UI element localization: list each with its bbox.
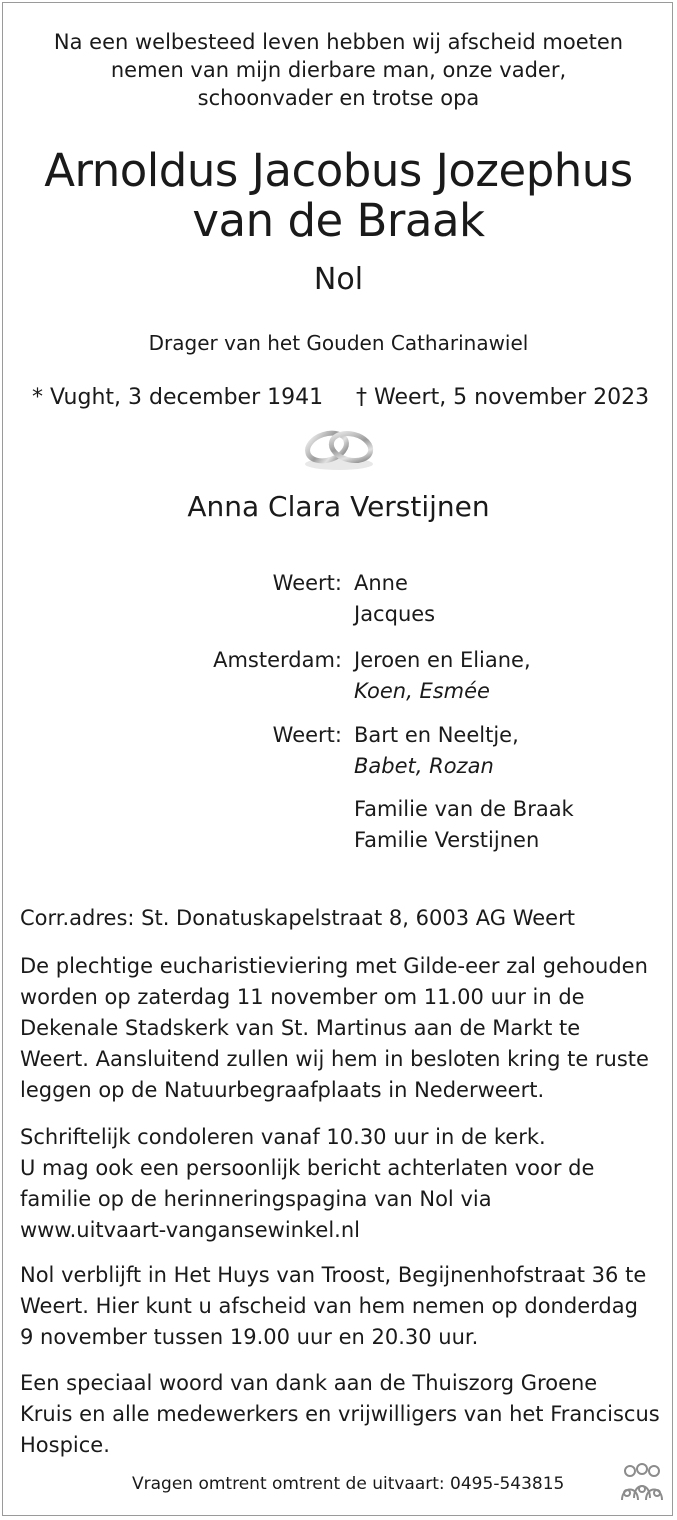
intro-line: nemen van mijn dierbare man, onze vader, bbox=[110, 58, 567, 82]
family-member: Jeroen en Eliane, bbox=[354, 648, 531, 672]
condolences-paragraph bbox=[20, 1122, 660, 1246]
footer-contact: Vragen omtrent omtrent de uitvaart: 0495-543815 bbox=[132, 1474, 565, 1494]
ceremony-line: Dekenale Stadskerk van St. Martinus aan de Markt te bbox=[20, 1016, 581, 1040]
family-members bbox=[354, 794, 574, 856]
family-members bbox=[354, 645, 531, 707]
family-location: Amsterdam: bbox=[213, 648, 342, 672]
intro-line: Na een welbesteed leven hebben wij afscheid moeten bbox=[53, 30, 624, 54]
thanks-line: Kruis en alle medewerkers en vrijwilligers van het Franciscus bbox=[20, 1402, 660, 1426]
thanks-line: Een speciaal woord van dank aan de Thuiszorg Groene bbox=[20, 1371, 598, 1395]
grandchildren: Babet, Rozan bbox=[354, 754, 494, 778]
family-location: Weert: bbox=[272, 723, 342, 747]
viewing-line: Nol verblijft in Het Huys van Troost, Begijnenhofstraat 36 te bbox=[20, 1263, 647, 1287]
viewing-paragraph bbox=[20, 1260, 660, 1353]
deceased-name bbox=[0, 146, 677, 246]
wedding-rings-icon bbox=[300, 420, 378, 472]
thanks-paragraph bbox=[20, 1368, 660, 1461]
birth-date: * Vught, 3 december 1941 bbox=[32, 385, 324, 410]
ceremony-line: De plechtige eucharistieviering met Gilde-eer zal gehouden bbox=[20, 954, 648, 978]
ceremony-line: worden op zaterdag 11 november om 11.00 uur in de bbox=[20, 985, 585, 1009]
family-member: Familie van de Braak bbox=[354, 797, 574, 821]
family-members bbox=[354, 720, 519, 782]
family-logo-icon bbox=[618, 1462, 666, 1506]
condolences-line: U mag ook een persoonlijk bericht achterlaten voor de bbox=[20, 1156, 595, 1180]
family-members bbox=[354, 568, 435, 630]
ceremony-line: Weert. Aansluitend zullen wij hem in besloten kring te ruste bbox=[20, 1047, 649, 1071]
spouse-name: Anna Clara Verstijnen bbox=[187, 490, 490, 523]
nickname: Nol bbox=[313, 262, 364, 297]
family-location: Weert: bbox=[272, 571, 342, 595]
family-member: Anne bbox=[354, 571, 408, 595]
intro-text bbox=[0, 28, 677, 112]
family-member: Bart en Neeltje, bbox=[354, 723, 519, 747]
condolences-line: familie op de herinneringspagina van Nol via bbox=[20, 1187, 492, 1211]
family-member: Jacques bbox=[354, 602, 436, 626]
name-line: van de Braak bbox=[192, 194, 485, 247]
honor-text: Drager van het Gouden Catharinawiel bbox=[148, 331, 529, 355]
ceremony-line: leggen op de Natuurbegraafplaats in Nederweert. bbox=[20, 1078, 545, 1102]
viewing-line: 9 november tussen 19.00 uur en 20.30 uur. bbox=[20, 1325, 479, 1349]
name-line: Arnoldus Jacobus Jozephus bbox=[44, 144, 633, 197]
death-date: † Weert, 5 november 2023 bbox=[356, 385, 650, 410]
intro-line: schoonvader en trotse opa bbox=[197, 86, 480, 110]
viewing-line: Weert. Hier kunt u afscheid van hem nemen op donderdag bbox=[20, 1294, 638, 1318]
condolences-line: Schriftelijk condoleren vanaf 10.30 uur in de kerk. bbox=[20, 1125, 546, 1149]
family-member: Familie Verstijnen bbox=[354, 828, 540, 852]
thanks-line: Hospice. bbox=[20, 1433, 110, 1457]
ceremony-paragraph bbox=[20, 951, 660, 1106]
condolences-line: www.uitvaart-vangansewinkel.nl bbox=[20, 1218, 360, 1242]
correspondence-address: Corr.adres: St. Donatuskapelstraat 8, 6003 AG Weert bbox=[20, 906, 575, 930]
grandchildren: Koen, Esmée bbox=[354, 679, 490, 703]
